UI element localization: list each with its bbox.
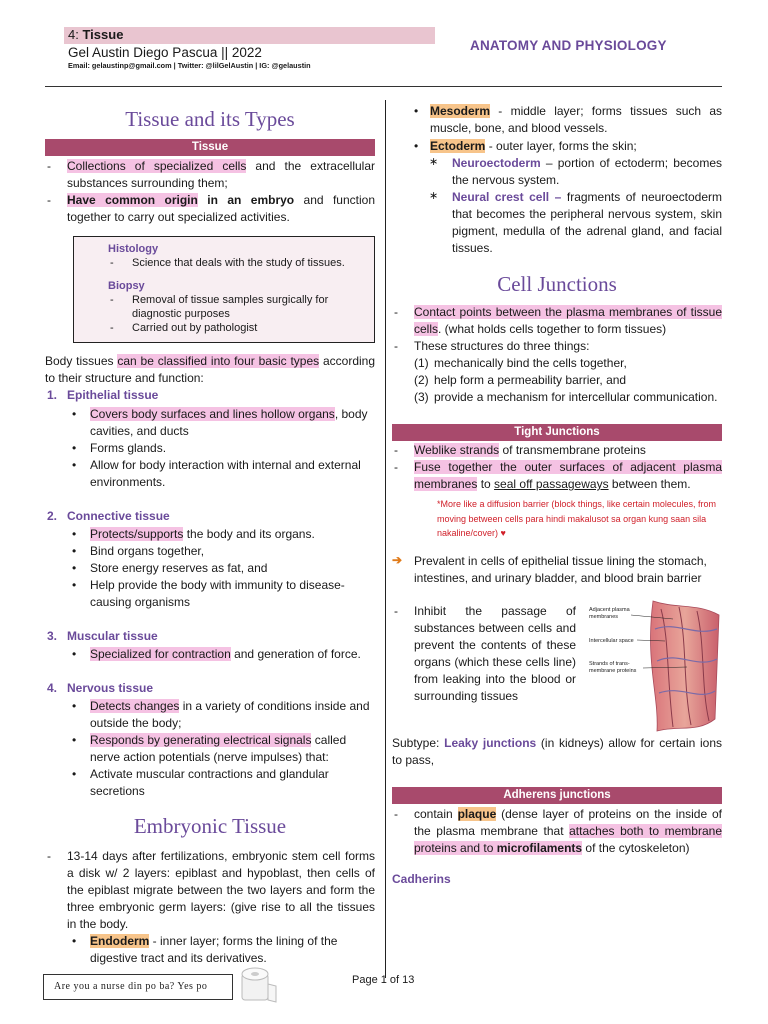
connective-item-4: • Help provide the body with immunity to disease-causing organisms	[45, 577, 375, 611]
nervous-heading: 4. Nervous tissue	[47, 681, 154, 696]
leaky-junctions-subtype: Subtype: Leaky junctions (in kidneys) allow for certain ions to pass,	[392, 735, 722, 767]
epithelial-item-2: • Forms glands.	[45, 440, 375, 457]
histology-title: Histology	[108, 242, 159, 255]
nervous-item-3: • Activate muscular contractions and glandular secretions	[45, 766, 375, 800]
section-title-embryonic: Embryonic Tissue	[133, 814, 287, 839]
arrow-icon: ➔	[392, 552, 403, 567]
section-title-tissue-types: Tissue and its Types	[125, 107, 295, 131]
page-number: Page 1 of 13	[352, 974, 415, 986]
cell-junction-functions: - These structures do three things:	[392, 338, 722, 355]
adherens-junctions-bar: Adherens junctions	[392, 787, 722, 804]
function-2: (2) help form a permeability barrier, and	[414, 373, 627, 388]
tight-junction-figure	[587, 599, 722, 733]
inhibit-block	[392, 603, 722, 733]
connective-item-2: • Bind organs together,	[45, 543, 375, 560]
fig-label-intercellular: Intercellular space	[589, 637, 634, 644]
connective-item-1: • Protects/supports the body and its organs.	[45, 526, 375, 543]
header-divider	[45, 86, 722, 87]
nurse-footer-box: Are you a nurse din po ba? Yes po	[43, 974, 233, 1000]
right-column	[392, 100, 722, 888]
tight-junction-item-1: - Weblike strands of transmembrane proteins	[392, 442, 722, 459]
subject-title: ANATOMY AND PHYSIOLOGY	[470, 38, 667, 53]
epithelial-item-3: • Allow for body interaction with internal and external environments.	[45, 457, 375, 491]
inhibit-text: - Inhibit the passage of substances between cells and prevent the contents of these organs (which these cells line) from leaking into the blood or surrounding tissues	[392, 603, 576, 705]
fig-label-strands-2: membrane proteins	[589, 667, 637, 674]
tissue-definition-2: - Have common origin in an embryo and function together to carry out specialized activities.	[45, 192, 375, 226]
chapter-heading: 4: Tissue	[68, 27, 124, 42]
neural-crest-item: ∗ Neural crest cell – fragments of neuroectoderm that becomes the peripheral nervous system, skin pigment, medulla of the adrenal gland, and facial tissues.	[392, 189, 722, 257]
ectoderm-item: • Ectoderm - outer layer, forms the skin;	[392, 138, 722, 155]
tissue-bar: Tissue	[45, 139, 375, 156]
author-name: Gel Austin Diego Pascua || 2022	[68, 45, 262, 60]
prevalent-item: ➔ Prevalent in cells of epithelial tissue lining the stomach, intestines, and urinary bladder, and blood brain barrier	[392, 552, 707, 585]
cell-junction-definition: - Contact points between the plasma membranes of tissue cells. (what holds cells together to form tissues)	[392, 304, 722, 338]
tissue-definition-1: - Collections of specialized cells and the extracellular substances surrounding them;	[45, 158, 375, 192]
left-column	[45, 100, 375, 967]
function-1: (1) mechanically bind the cells together,	[414, 356, 627, 371]
function-3: (3) provide a mechanism for intercellular communication.	[414, 390, 718, 405]
column-divider	[385, 100, 386, 978]
neuroectoderm-item: ∗ Neuroectoderm – portion of ectoderm; becomes the nervous system.	[392, 155, 722, 189]
adherens-item: - contain plaque (dense layer of proteins on the inside of the plasma membrane that attaches both to membrane proteins and to microfilaments of the cytoskeleton)	[392, 806, 722, 857]
mesoderm-item: • Mesoderm - middle layer; forms tissues such as muscle, bone, and blood vessels.	[392, 103, 722, 137]
tight-junction-item-2: - Fuse together the outer surfaces of adjacent plasma membranes to seal off passageways between them.	[392, 459, 722, 493]
embryonic-text: - 13-14 days after fertilizations, embryonic stem cell forms a disk w/ 2 layers: epiblast and hypoblast, then cells of the epiblast migrate between the two layers and form the three embryonic germ layers: (give rise to all the tissues in the body.	[45, 848, 375, 933]
cadherins-heading: Cadherins	[392, 871, 451, 886]
nervous-item-2: • Responds by generating electrical signals called nerve action potentials (nerve impulses) that:	[45, 732, 375, 766]
tissue-types-intro: Body tissues can be classified into four basic types according to their structure and function:	[45, 353, 376, 385]
histology-item: - Science that deals with the study of tissues.	[110, 256, 364, 270]
epithelial-heading: 1. Epithelial tissue	[47, 387, 159, 402]
tight-junctions-bar: Tight Junctions	[392, 424, 722, 441]
biopsy-item-1: - Removal of tissue samples surgically for diagnostic purposes	[110, 293, 364, 322]
biopsy-title: Biopsy	[108, 279, 145, 292]
muscular-heading: 3. Muscular tissue	[47, 629, 158, 644]
biopsy-item-2: - Carried out by pathologist	[110, 321, 364, 335]
author-contacts: Email: gelaustinp@gmail.com | Twitter: @lilGelAustin | IG: @gelaustin	[68, 61, 311, 70]
fig-label-strands: Strands of trans-	[589, 660, 630, 667]
connective-item-3: • Store energy reserves as fat, and	[45, 560, 375, 577]
fig-label-plasma: Adjacent plasma	[589, 606, 630, 613]
section-title-cell-junctions: Cell Junctions	[497, 272, 617, 297]
toilet-paper-icon	[236, 962, 280, 1006]
endoderm-item: • Endoderm - inner layer; forms the lining of the digestive tract and its derivatives.	[45, 933, 375, 967]
diffusion-barrier-note: *More like a diffusion barrier (block things, like certain molecules, from moving between cells para hindi makalusot sa organ kung saan sila nakaline/cover) ♥	[437, 499, 716, 539]
nervous-item-1: • Detects changes in a variety of conditions inside and outside the body;	[45, 698, 375, 732]
histology-biopsy-box	[73, 236, 375, 343]
fig-label-plasma-2: membranes	[589, 613, 619, 620]
connective-heading: 2. Connective tissue	[47, 508, 170, 523]
epithelial-item-1: • Covers body surfaces and lines hollow organs, body cavities, and ducts	[45, 406, 375, 440]
muscular-item-1: • Specialized for contraction and generation of force.	[45, 646, 375, 663]
